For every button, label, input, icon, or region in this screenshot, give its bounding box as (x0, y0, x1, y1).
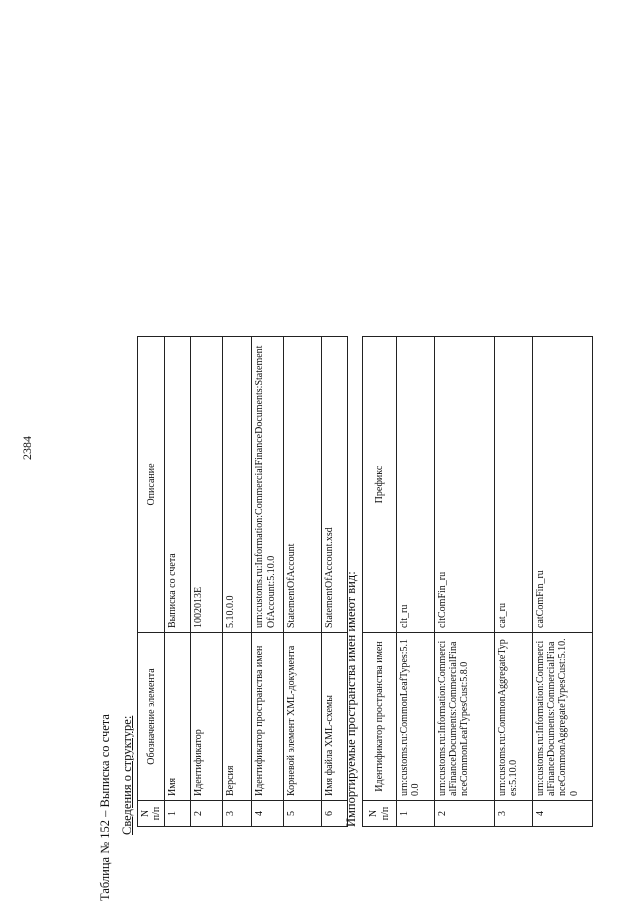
structure-heading: Сведения о структуре: (120, 715, 134, 835)
element-description: 5.10.0.0 (223, 337, 252, 633)
table-title: Таблица № 152 – Выписка со счета (98, 714, 112, 901)
row-number: 1 (165, 801, 191, 827)
element-label: Имя (165, 633, 191, 801)
element-label: Имя файла XML-схемы (322, 633, 348, 801)
column-header: Описание (138, 337, 165, 633)
namespace-identifier: urn:customs.ru:Information:CommercialFinanceDocuments:CommercialFinanceCommonLeafTypesCust:5.8.0 (435, 633, 495, 801)
column-header: Обозначение элемента (138, 633, 165, 801)
namespace-prefix: catComFin_ru (533, 337, 593, 633)
namespace-identifier: urn:customs.ru:Information:CommercialFinanceDocuments:CommercialFinanceCommonAggregateTypesCust:5.10.0 (533, 633, 593, 801)
column-header: N п/п (138, 801, 165, 827)
element-label: Идентификатор (191, 633, 223, 801)
row-number: 2 (191, 801, 223, 827)
structure-table (137, 336, 348, 827)
element-label: Идентификатор пространства имен (252, 633, 284, 801)
row-number: 3 (495, 801, 533, 827)
namespace-prefix: clt_ru (397, 337, 435, 633)
table-row (252, 337, 284, 827)
row-number: 4 (252, 801, 284, 827)
element-label: Версия (223, 633, 252, 801)
page-number: 2384 (20, 436, 34, 460)
row-number: 2 (435, 801, 495, 827)
row-number: 5 (284, 801, 322, 827)
element-description: StatementOfAccount (284, 337, 322, 633)
namespace-prefix: cltComFin_ru (435, 337, 495, 633)
table-row (284, 337, 322, 827)
namespaces-table (362, 336, 593, 827)
table-row (191, 337, 223, 827)
element-description: 1002013E (191, 337, 223, 633)
table-row (533, 337, 593, 827)
table-row (435, 337, 495, 827)
column-header: Префикс (363, 337, 397, 633)
table-row (223, 337, 252, 827)
table-row (495, 337, 533, 827)
namespace-prefix: cat_ru (495, 337, 533, 633)
element-description: Выписка со счета (165, 337, 191, 633)
row-number: 3 (223, 801, 252, 827)
column-header: Идентификатор пространства имен (363, 633, 397, 801)
element-description: urn:customs.ru:Information:CommercialFinanceDocuments:StatementOfAccount:5.10.0 (252, 337, 284, 633)
row-number: 1 (397, 801, 435, 827)
namespaces-heading: Импортируемые пространства имен имеют вид: (344, 571, 358, 827)
column-header: N п/п (363, 801, 397, 827)
table-header-row (363, 337, 397, 827)
element-description: StatementOfAccount.xsd (322, 337, 348, 633)
row-number: 4 (533, 801, 593, 827)
namespace-identifier: urn:customs.ru:CommonAggregateTypes:5.10.0 (495, 633, 533, 801)
row-number: 6 (322, 801, 348, 827)
table-row (397, 337, 435, 827)
namespace-identifier: urn:customs.ru:CommonLeafTypes:5.10.0 (397, 633, 435, 801)
element-label: Корневой элемент XML-документа (284, 633, 322, 801)
table-row (165, 337, 191, 827)
table-header-row (138, 337, 165, 827)
